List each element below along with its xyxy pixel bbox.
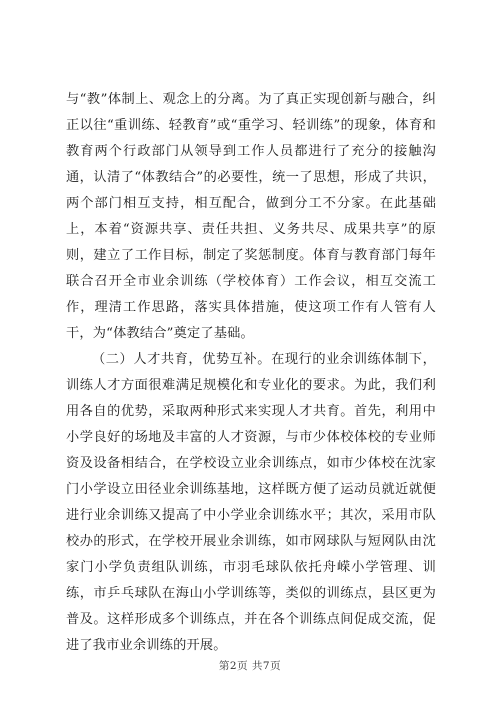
paragraph-continuation: 与“教”体制上、观念上的分离。为了真正实现创新与融合，纠正以往“重训练、轻教育”或“重学习、轻训练”的现象，体育和教育两个行政部门从领导到工作人员都进行了充分的接触沟通，认清了“体教结合”的必要性，统一了思想，形成了共识，两个部门相互支持，相互配合，做到分工不分家。在此基础上，本着“资源共享、责任共担、义务共尽、成果共享”的原则，建立了工作目标，制定了奖惩制度。体育与教育部门每年联合召开全市业余训练（学校体育）工作会议，相互交流工作，理清工作思路，落实具体措施，使这项工作有人管有人干，为“体教结合”奠定了基础。 — [66, 92, 436, 341]
page-number-footer: 第2页 共7页 — [218, 660, 282, 672]
paragraph-talent-cultivation: （二）人才共育，优势互补。在现行的业余训练体制下，训练人才方面很难满足规模化和专业化的要求。为此，我们利用各自的优势，采取两种形式来实现人才共育。首先，利用中小学良好的场地及丰富的人才资源，与市少体校体校的专业师资及设备相结合，在学校设立业余训练点，如市少体校在沈家门小学设立田径业余训练基地，这样既方便了运动员就近就便进行业余训练又提高了中小学业余训练水平；其次，采用市队校办的形式，在学校开展业余训练，如市网球队与短网队由沈家门小学负责组队训练，市羽毛球队依托舟嵘小学管理、训练，市乒乓球队在海山小学训练等，类似的训练点，县区更为普及。这样形成多个训练点，并在各个训练点间促成交流，促进了我市业余训练的开展。 — [66, 352, 436, 653]
document-body — [66, 87, 436, 659]
